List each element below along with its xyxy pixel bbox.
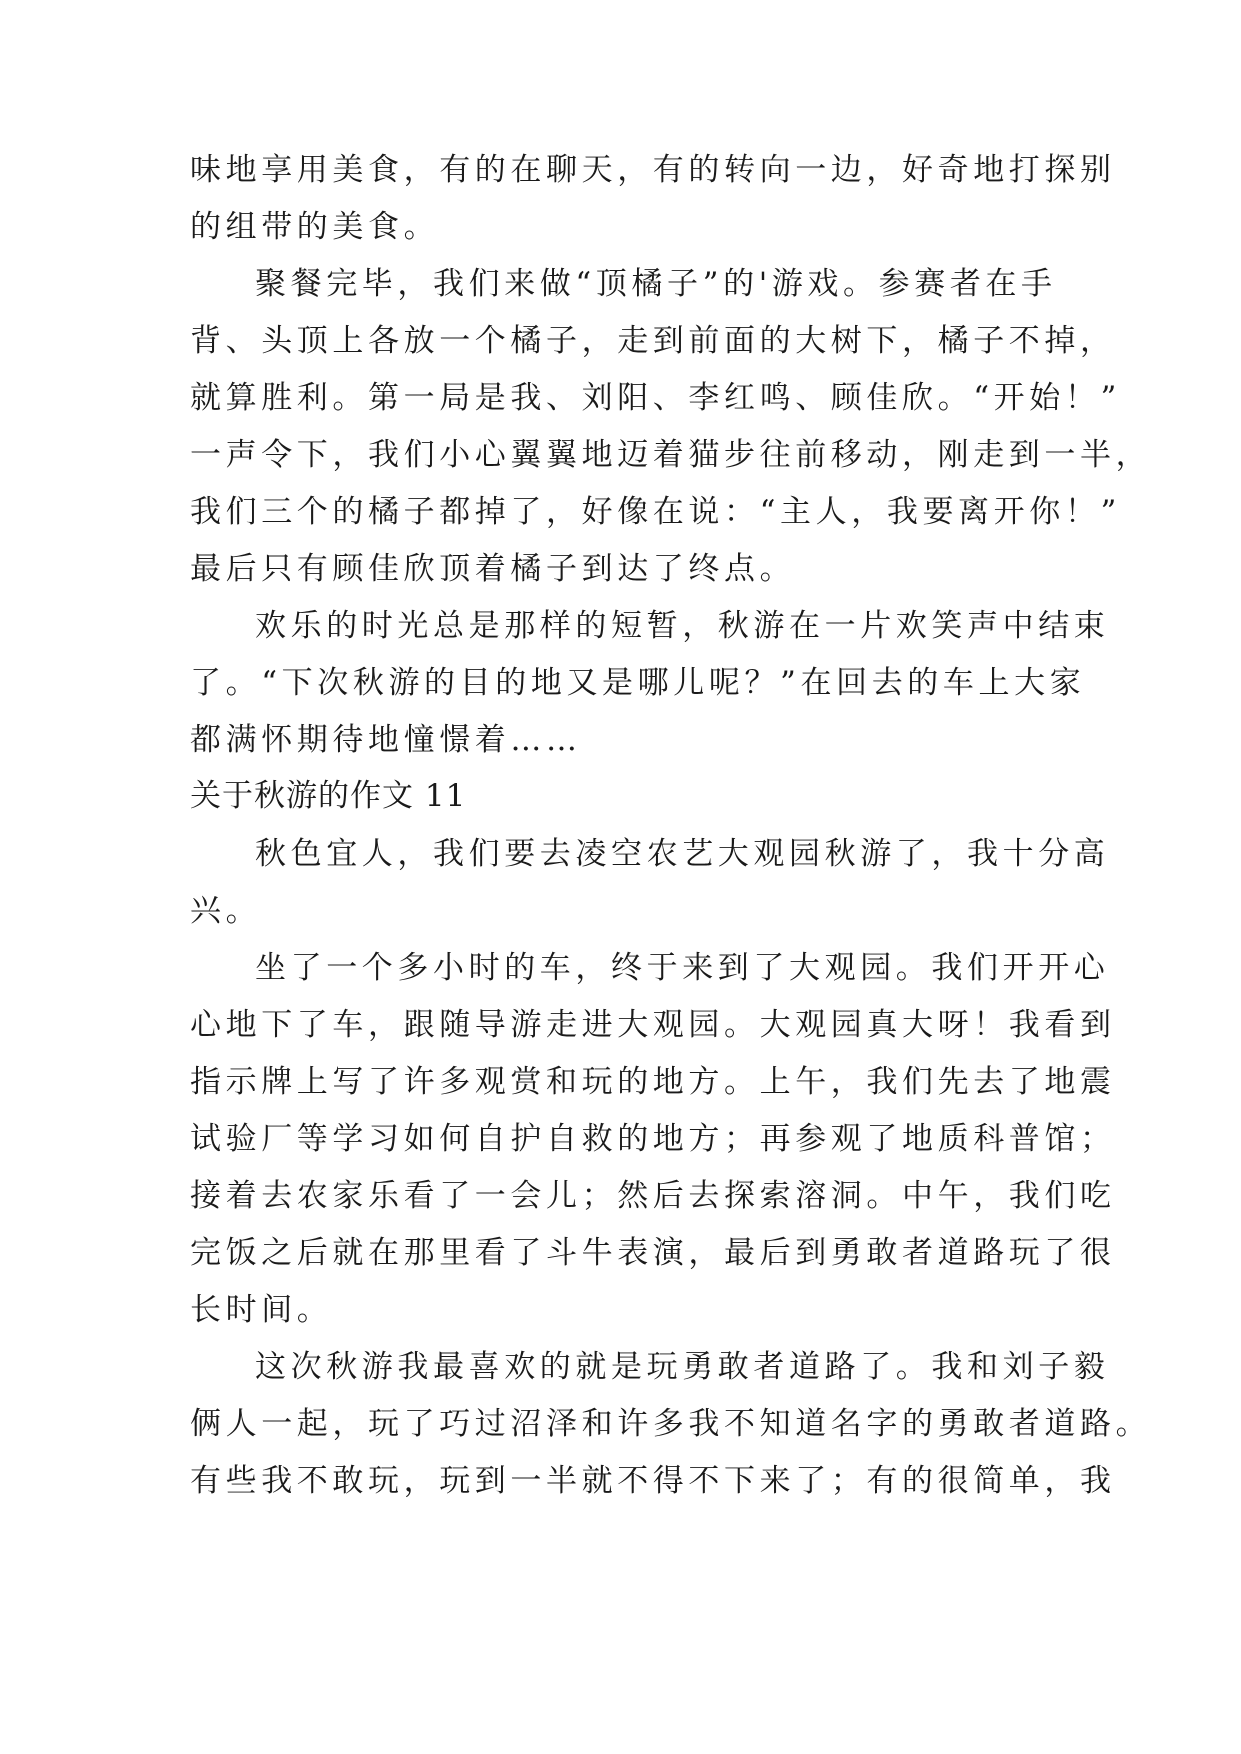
text-line: 有些我不敢玩，玩到一半就不得不下来了；有的很简单，我	[190, 1463, 1116, 1499]
text-line: 最后只有顾佳欣顶着橘子到达了终点。	[190, 551, 796, 587]
paragraph-start-line: 欢乐的时光总是那样的短暂，秋游在一片欢笑声中结束	[255, 608, 1110, 644]
section-heading: 关于秋游的作文 11	[190, 778, 467, 814]
text-line: 味地享用美食，有的在聊天，有的转向一边，好奇地打探别	[190, 152, 1116, 188]
text-line: 俩人一起，玩了巧过沼泽和许多我不知道名字的勇敢者道路。	[190, 1406, 1152, 1442]
text-line: 指示牌上写了许多观赏和玩的地方。上午，我们先去了地震	[190, 1064, 1116, 1100]
text-line: 兴。	[190, 893, 262, 929]
text-line: 了。“下次秋游的目的地又是哪儿呢？”在回去的车上大家	[190, 665, 1086, 701]
text-line: 都满怀期待地憧憬着……	[190, 722, 582, 758]
text-line: 接着去农家乐看了一会儿；然后去探索溶洞。中午，我们吃	[190, 1178, 1116, 1214]
paragraph-start-line: 这次秋游我最喜欢的就是玩勇敢者道路了。我和刘子毅	[255, 1349, 1110, 1385]
text-line: 我们三个的橘子都掉了，好像在说：“主人，我要离开你！”	[190, 494, 1121, 530]
paragraph-start-line: 聚餐完毕，我们来做“顶橘子”的'游戏。参赛者在手	[255, 266, 1057, 302]
text-line: 完饭之后就在那里看了斗牛表演，最后到勇敢者道路玩了很	[190, 1235, 1116, 1271]
text-line: 试验厂等学习如何自护自救的地方；再参观了地质科普馆；	[190, 1121, 1116, 1157]
text-line: 心地下了车，跟随导游走进大观园。大观园真大呀！我看到	[190, 1007, 1116, 1043]
text-line: 长时间。	[190, 1292, 333, 1328]
text-line: 的组带的美食。	[190, 209, 440, 245]
text-line: 就算胜利。第一局是我、刘阳、李红鸣、顾佳欣。“开始！”	[190, 380, 1121, 416]
paragraph-start-line: 坐了一个多小时的车，终于来到了大观园。我们开开心	[255, 950, 1110, 986]
text-line: 背、头顶上各放一个橘子，走到前面的大树下，橘子不掉，	[190, 323, 1116, 359]
text-line: 一声令下，我们小心翼翼地迈着猫步往前移动，刚走到一半，	[190, 437, 1152, 473]
paragraph-start-line: 秋色宜人，我们要去凌空农艺大观园秋游了，我十分高	[255, 836, 1110, 872]
